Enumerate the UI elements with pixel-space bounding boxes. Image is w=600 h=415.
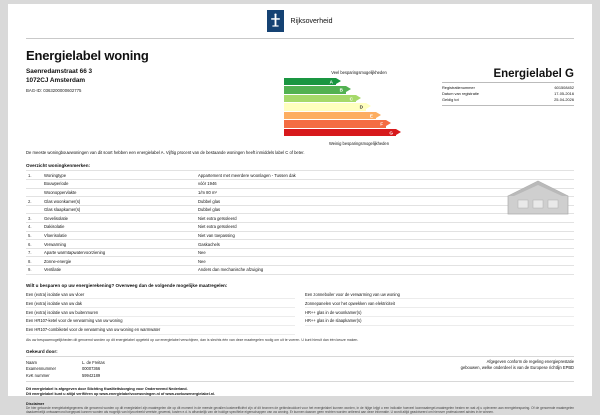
row-key: Glas woonkamer(s) xyxy=(42,197,196,206)
list-item: HR++ glas in de woonkamer(s) xyxy=(305,308,574,317)
row-key: Ventilatie xyxy=(42,266,196,275)
scale-bars xyxy=(284,78,434,136)
footer-line-1: Dit energielabel is afgegeven door Stichting Kwaliteitsborging voor Onderneemd Nederland. xyxy=(26,386,188,391)
table-row xyxy=(26,257,574,266)
list-item: Een (extra) isolatie van uw buitenmuren xyxy=(26,308,295,317)
list-item: HR++ glas in de slaapkamer(s) xyxy=(305,317,574,326)
cert-key: KvK nummer xyxy=(26,372,50,378)
row-number xyxy=(26,180,42,189)
row-value: Niet extra geïsoleerd xyxy=(196,223,574,232)
scale-bar-letter: E xyxy=(369,113,373,119)
row-value: Nee xyxy=(196,257,574,266)
scale-bar-letter: B xyxy=(339,87,343,93)
table-row xyxy=(26,372,105,378)
list-item: Een HR107-combiketel voor de verwarming van uw woning en warmwater xyxy=(26,326,295,335)
scale-bar-letter: G xyxy=(389,130,393,136)
table-row xyxy=(26,223,574,232)
row-value: Dubbel glas xyxy=(196,205,574,214)
government-crest-icon xyxy=(267,10,284,32)
row-key: Vloerisolatie xyxy=(42,231,196,240)
scale-caption-top: Veel besparingsmogelijkheden xyxy=(331,70,387,75)
characteristics-heading: Overzicht woningkenmerken: xyxy=(26,163,91,169)
scale-bar xyxy=(284,129,396,136)
cert-value: 59942189 xyxy=(82,372,101,378)
table-row xyxy=(26,248,574,257)
savings-measures xyxy=(26,291,574,335)
address-line-1: Saenredamstraat 66 3 xyxy=(26,68,93,75)
cert-value: 00007366 xyxy=(82,366,101,372)
row-number: 1. xyxy=(26,171,42,180)
row-value: Niet van toepassing xyxy=(196,231,574,240)
characteristics-table xyxy=(26,170,574,274)
list-item: Een zonneboiler voor de verwarming van uw woning xyxy=(305,291,574,300)
footer-line-2: Dit energielabel kunt u altijd verifiëren op www.energielabelvoorwoningen.nl of www.zoekuwenergielabel.nl. xyxy=(26,391,216,396)
row-number: 8. xyxy=(26,257,42,266)
row-number: 7. xyxy=(26,248,42,257)
savings-column-left xyxy=(26,291,295,335)
row-number: 3. xyxy=(26,214,42,223)
table-row xyxy=(442,97,574,103)
energy-label-document xyxy=(8,4,592,415)
conformity-line-2: gebouwen, welke onderdeel is van de Europese richtlijn EPBD xyxy=(460,365,574,371)
energy-label-result: Energielabel G xyxy=(493,68,574,80)
disclaimer-text: De hier getoonde energielabelgegevens die genoemd worden op dit energielabel zijn maatregelen die op dit moment in de meeste gevallen kostenefficiënt zijn of dit bronnen de gebiedsvoldoet voor het energielabel kunnen worden, in de hijige krijgt u een indicatie hoeveel loonmaatregel-maatregelen hesten en wat zij u opleveren aan energiebesparing. Of de genoemde maatregelen daadwerkelijk ontwaarmond toegepast kunnen worden als mogelijk van bijvoorbeeld vereiste, gewenst, kosten e.d. is afhankelijk van de huidige specifieke eigenschappen van uw woning. Er kunnen daarom geen rechten worden ontleend aan deze informatie. U wordt altijd geadviseerd om hierover professioneel advies in te winnen. xyxy=(26,405,574,415)
list-item-empty xyxy=(305,326,574,329)
row-value: Dubbel glas xyxy=(196,197,574,206)
registration-table xyxy=(442,85,574,104)
scale-bar-letter: D xyxy=(359,104,363,110)
row-number: 9. xyxy=(26,266,42,275)
meta-value: 17-05-2016 xyxy=(554,91,574,97)
savings-note: Als uw bespaarmogelijkheden dit genoemd worden op dit energielabel opgeteld op uw energielabel verschijnen, dan is slechts één van deze maatregelen nodig om uit te voeren. U kunt hieruit dan één keuze maken. xyxy=(26,337,359,342)
organisation-name: Rijksoverheid xyxy=(290,17,333,25)
list-item: Een (extra) isolatie van uw dak xyxy=(26,299,295,308)
certified-block xyxy=(26,356,574,381)
table-row xyxy=(26,214,574,223)
scale-bar-letter: A xyxy=(329,79,333,85)
bag-id: BAG-ID: 0363200000602775 xyxy=(26,88,82,94)
meta-value: 25-04-2026 xyxy=(554,97,574,103)
savings-column-right xyxy=(305,291,574,335)
list-item: Een HR107-ketel voor de verwarming van uw woning xyxy=(26,317,295,326)
row-key: Woningtype xyxy=(42,171,196,180)
row-key: Glas slaapkamer(s) xyxy=(42,205,196,214)
meta-key: Datum van registratie xyxy=(442,91,479,97)
list-item: Zonnepanelen voor het opwekken van elektriciteit xyxy=(305,299,574,308)
energy-scale xyxy=(284,68,434,137)
list-item: Een (extra) isolatie van uw vloer xyxy=(26,291,295,300)
meta-key: Geldig tot xyxy=(442,97,459,103)
row-number: 6. xyxy=(26,240,42,249)
label-panel xyxy=(442,68,574,137)
meta-value: 601508452 xyxy=(554,85,574,91)
disclaimer-heading: Disclaimer xyxy=(26,401,45,406)
row-key: Aparte warmtapwatervoorziening xyxy=(42,248,196,257)
table-row xyxy=(26,180,574,189)
table-row xyxy=(26,240,574,249)
row-key: Bouwperiode xyxy=(42,180,196,189)
scale-bar xyxy=(284,103,366,110)
row-value: Nee xyxy=(196,248,574,257)
row-number xyxy=(26,205,42,214)
scale-bar xyxy=(284,86,346,93)
row-value: Anders dan mechanische afzuiging xyxy=(196,266,574,275)
cert-key: Naam xyxy=(26,360,37,366)
table-row xyxy=(26,171,574,180)
row-key: Woonoppervlakte xyxy=(42,188,196,197)
row-number: 2. xyxy=(26,197,42,206)
row-value: vóór 1946 xyxy=(196,180,574,189)
meta-key: Registratienummer xyxy=(442,85,475,91)
house-illustration-icon xyxy=(502,176,574,216)
page-title: Energielabel woning xyxy=(26,48,149,63)
row-number: 4. xyxy=(26,223,42,232)
table-row xyxy=(26,231,574,240)
row-key: Zonne-energie xyxy=(42,257,196,266)
scale-bar xyxy=(284,120,386,127)
document-header xyxy=(8,4,592,38)
row-key: Gevelisolatie xyxy=(42,214,196,223)
row-value: Appartement met meerdere woonlagen - Tussen dak xyxy=(196,171,574,180)
cert-key: Examennummer xyxy=(26,366,57,372)
table-row xyxy=(26,188,574,197)
row-value: Gaskachels xyxy=(196,240,574,249)
scale-caption-bottom: Weinig besparingsmogelijkheden xyxy=(328,141,389,147)
conformity-line-1: Afgegeven conform de regeling energieprestatie xyxy=(486,359,574,365)
cert-value: L. de Freitas xyxy=(82,360,105,366)
header-divider xyxy=(26,38,574,39)
certifier-table xyxy=(26,359,105,378)
certified-heading: Gekeurd door: xyxy=(26,349,58,355)
row-number xyxy=(26,188,42,197)
table-row xyxy=(26,205,574,214)
row-value: Niet extra geïsoleerd xyxy=(196,214,574,223)
row-key: Verwarming xyxy=(42,240,196,249)
row-key: Dakisolatie xyxy=(42,223,196,232)
scale-bar xyxy=(284,95,356,102)
table-row xyxy=(26,266,574,275)
row-value: 1/m 80 m² xyxy=(196,188,574,197)
explanation-text: De meeste woningbouwwoningen van dit soort hebben een energielabel A. Vijftig procent van de bestaande woningen heeft inmiddels label C of beter. xyxy=(26,150,305,156)
scale-bar xyxy=(284,112,376,119)
scale-bar-letter: F xyxy=(380,121,383,127)
row-number: 5. xyxy=(26,231,42,240)
savings-heading: Wilt u besparen op uw energierekening? Overweeg dan de volgende mogelijke maatregelen: xyxy=(26,282,228,288)
scale-bar-letter: C xyxy=(349,96,353,102)
address-line-2: 1072CJ Amsterdam xyxy=(26,76,86,84)
table-row xyxy=(26,197,574,206)
scale-bar xyxy=(284,78,336,85)
certified-conformity-text xyxy=(461,359,574,370)
